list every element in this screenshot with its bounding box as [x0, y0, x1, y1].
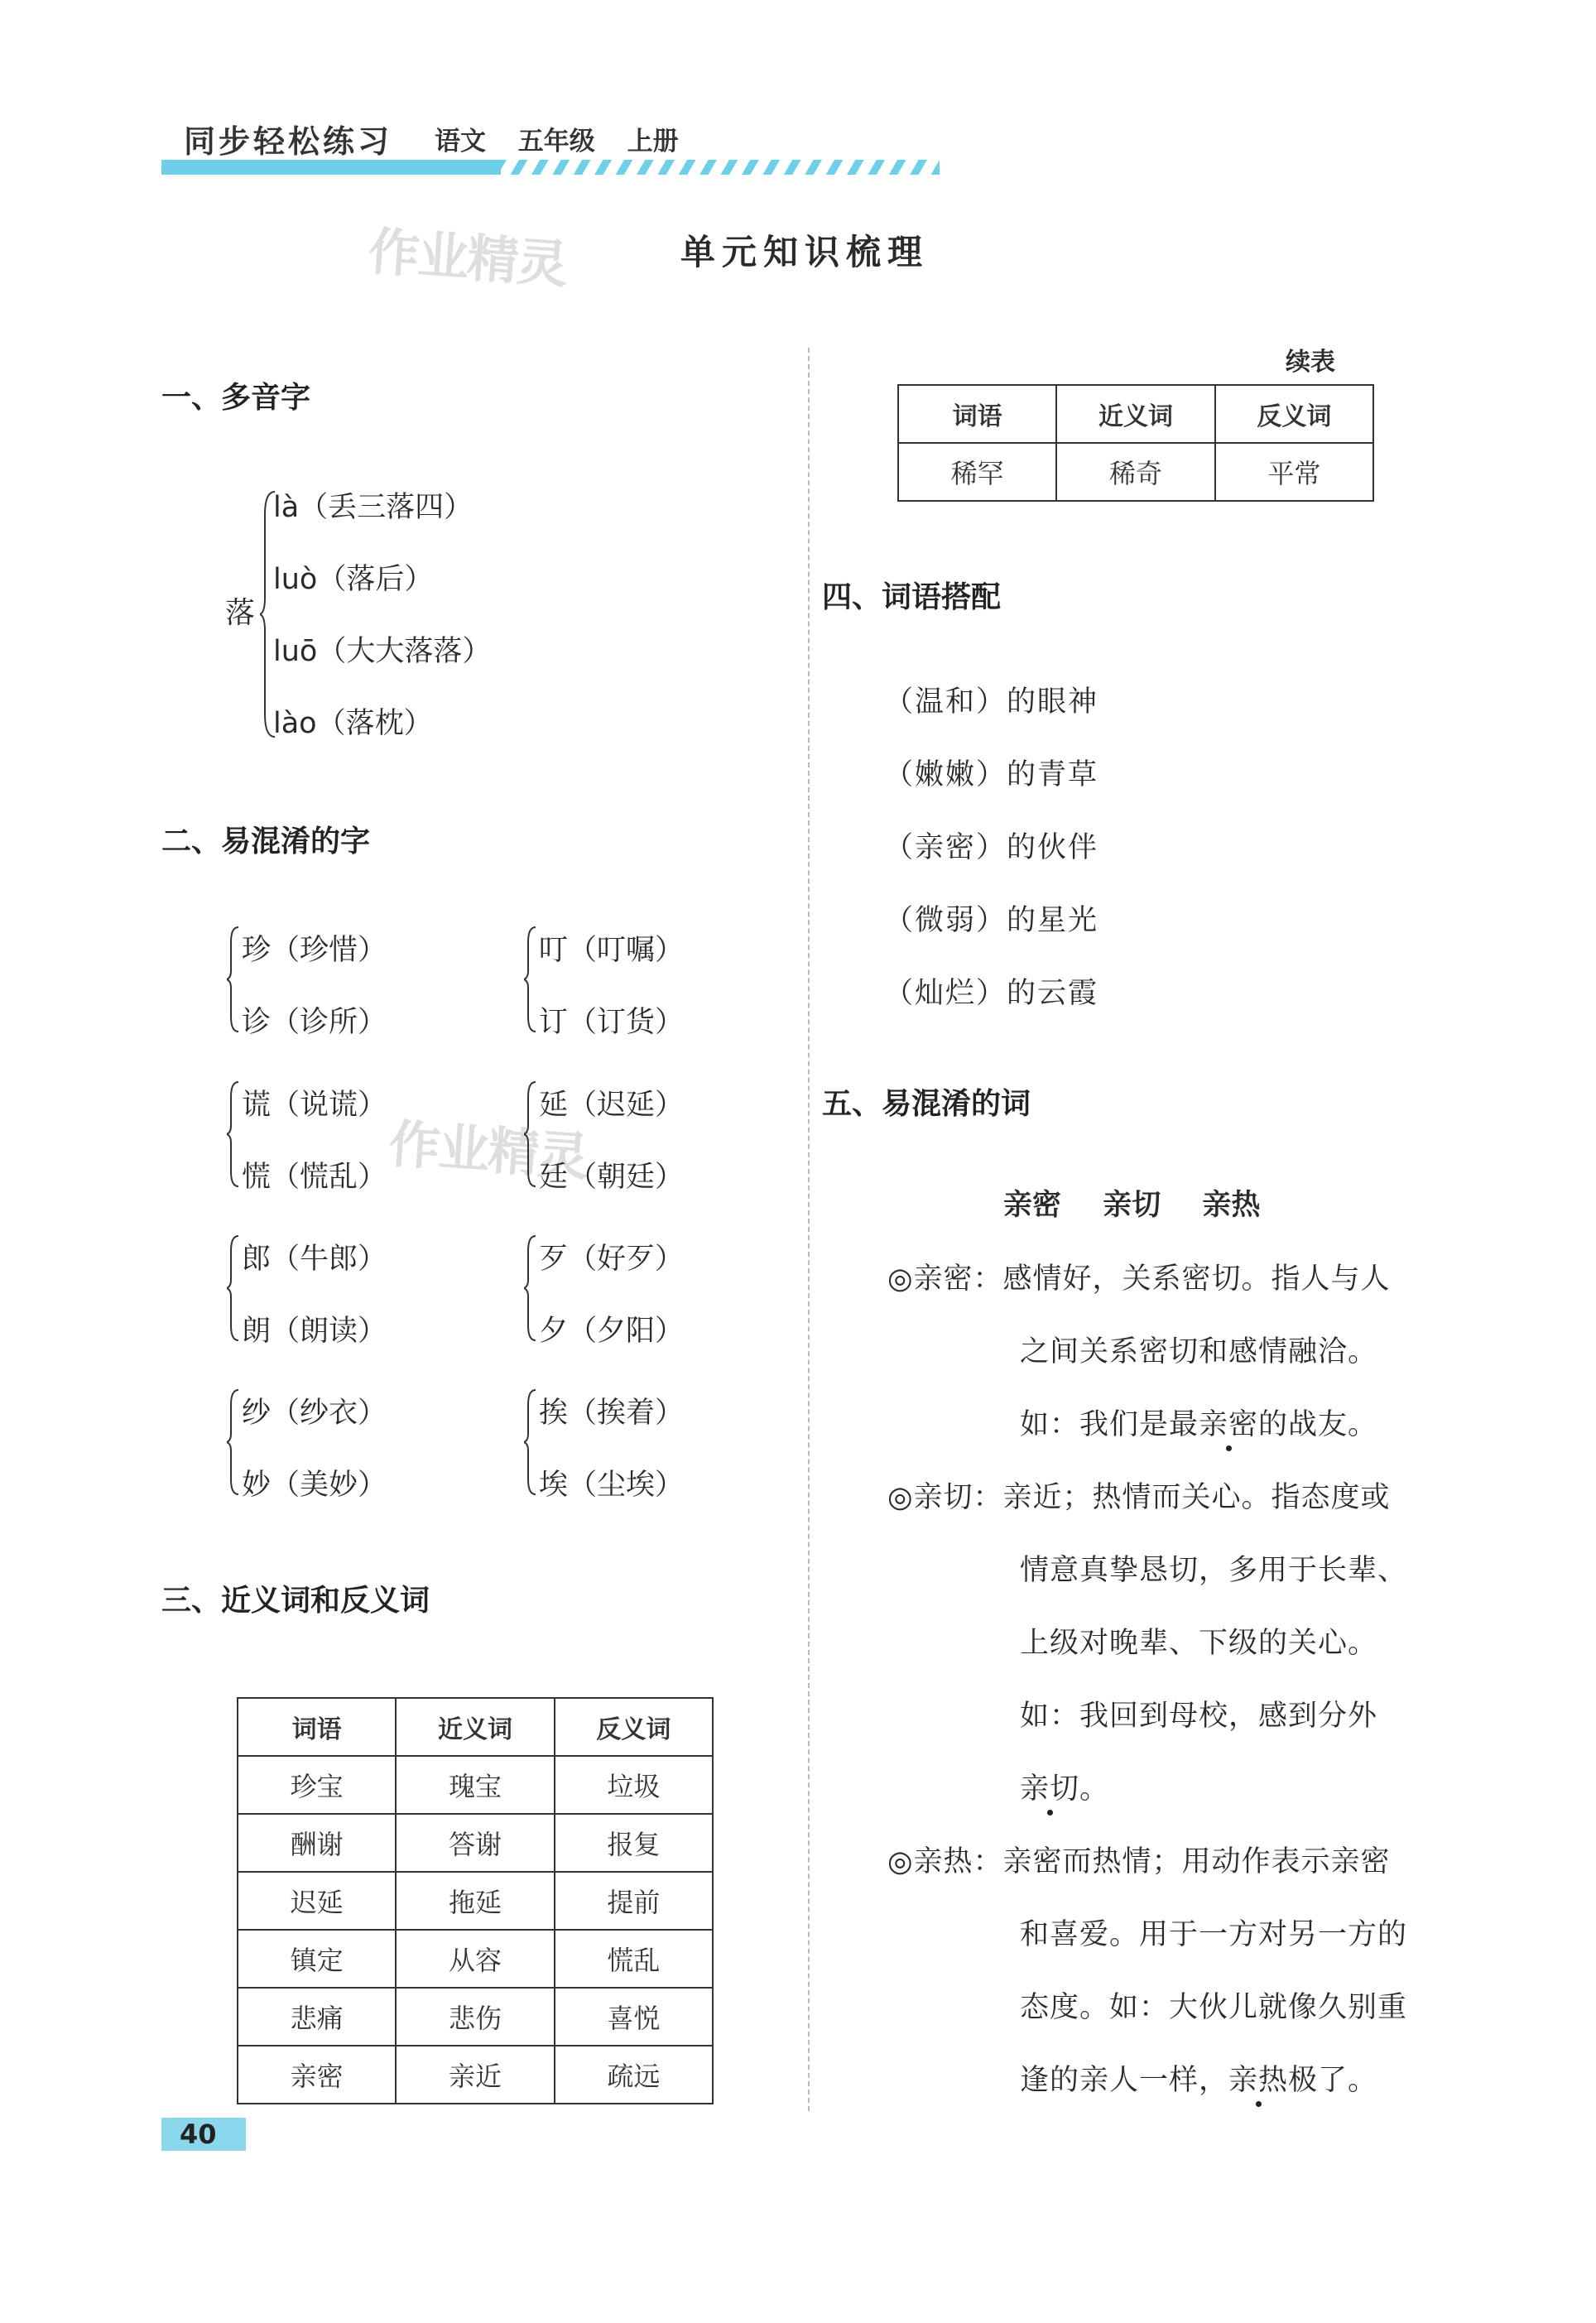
subject-label: 语文: [435, 127, 486, 156]
confusable-char: 珍（珍惜）: [242, 934, 387, 967]
table-cell: 酬谢: [238, 1814, 396, 1872]
definition-line: ◎亲热：亲密而热情；用动作表示亲密: [887, 1845, 1391, 1878]
brace-icon: [227, 1080, 240, 1188]
table-row: [238, 1756, 713, 1814]
confusable-char: 纱（纱衣）: [242, 1397, 387, 1430]
brace-icon: [227, 926, 240, 1033]
collocation-item: （嫩嫩）的青草: [884, 758, 1099, 791]
example-line: [1020, 2057, 1377, 2099]
header-bar-solid: [161, 160, 501, 175]
pinyin: lào: [273, 707, 317, 740]
series-title: 同步轻松练习: [184, 123, 393, 160]
definition-line: 上级对晚辈、下级的关心。: [1020, 1627, 1378, 1660]
table-cell: 从容: [396, 1930, 554, 1988]
table-header-cell: 词语: [238, 1698, 396, 1756]
brace-icon: [524, 926, 537, 1033]
brace-icon: [524, 1080, 537, 1188]
table-header-cell: 近义词: [396, 1698, 554, 1756]
confusable-words: [1003, 1182, 1291, 1224]
table-header-cell: 反义词: [1215, 385, 1373, 443]
table-cell: 亲近: [396, 2046, 554, 2104]
collocation-item: （灿烂）的云霞: [884, 977, 1099, 1010]
table-cell: 亲密: [238, 2046, 396, 2104]
word: 亲密: [1003, 1188, 1062, 1222]
example: （落枕）: [316, 707, 433, 740]
page-title: 单元知识梳理: [680, 232, 930, 272]
table-cell: 喜悦: [555, 1988, 713, 2046]
example: （大大落落）: [317, 635, 492, 668]
brace-icon: [227, 1234, 240, 1342]
table-header-cell: 近义词: [1056, 385, 1214, 443]
confusable-char: 妙（美妙）: [242, 1469, 387, 1502]
table-cell: 拖延: [396, 1872, 554, 1930]
polyphone-reading: [273, 700, 433, 742]
word: 亲切: [1103, 1188, 1161, 1222]
brace-icon: [524, 1234, 537, 1342]
header-stripe-bar: [161, 160, 940, 175]
brace-icon: [227, 1388, 240, 1496]
emphasized-word: 亲热: [1228, 2064, 1289, 2097]
table-cell: 答谢: [396, 1814, 554, 1872]
table-cell: 报复: [555, 1814, 713, 1872]
collocation-item: （微弱）的星光: [884, 904, 1099, 937]
confusable-char: 朗（朗读）: [242, 1315, 387, 1348]
watermark: 作业精灵: [387, 1113, 589, 1188]
confusable-char: 订（订货）: [539, 1006, 685, 1039]
page-number-badge: [161, 2118, 246, 2151]
table-cell: 迟延: [238, 1872, 396, 1930]
definition-line: ◎亲切：亲近；热情而关心。指态度或: [887, 1481, 1391, 1514]
header-bar-stripes: [501, 160, 940, 175]
confusable-char: 郎（牛郎）: [242, 1243, 387, 1276]
table-row: [238, 1814, 713, 1872]
confusable-char: 叮（叮嘱）: [539, 934, 685, 967]
example: （落后）: [317, 563, 434, 596]
example-post: 的战友。: [1258, 1408, 1378, 1441]
table-cell: 垃圾: [555, 1756, 713, 1814]
definition-line: 态度。如：大伙儿就像久别重: [1020, 1991, 1408, 2024]
emphasized-word: 亲切: [1020, 1772, 1080, 1806]
pinyin: luō: [273, 635, 318, 668]
example-post: 。: [1079, 1772, 1110, 1806]
confusable-char: 诊（诊所）: [242, 1006, 387, 1039]
table-cell: 疏远: [555, 2046, 713, 2104]
table-cell: 悲伤: [396, 1988, 554, 2046]
page-number: 40: [180, 2119, 217, 2150]
book-info: [435, 120, 702, 157]
table-cell: 镇定: [238, 1930, 396, 1988]
confusable-char: 慌（慌乱）: [242, 1161, 387, 1194]
definition-line: 情意真挚恳切，多用于长辈、: [1020, 1554, 1408, 1587]
table-header-cell: 反义词: [555, 1698, 713, 1756]
example-line: [1020, 1402, 1377, 1443]
section2-heading: 二、易混淆的字: [161, 824, 371, 858]
watermark: 作业精灵: [366, 220, 569, 296]
table-cell: 珍宝: [238, 1756, 396, 1814]
definition-line: ◎亲密：感情好，关系密切。指人与人: [887, 1262, 1391, 1296]
polyphone-reading: [273, 484, 473, 526]
brace-icon: [524, 1388, 537, 1496]
example: （丢三落四）: [299, 491, 474, 524]
example-pre: 如：我们是最: [1020, 1408, 1199, 1441]
table-row: [238, 2046, 713, 2104]
grade-label: 五年级: [517, 127, 595, 156]
table-row: [238, 1988, 713, 2046]
polyphone-reading: [273, 556, 433, 598]
section4-heading: 四、词语搭配: [822, 580, 1002, 614]
example-pre: 逢的亲人一样，: [1020, 2064, 1229, 2097]
table-cell: 提前: [555, 1872, 713, 1930]
synonym-antonym-table: [237, 1697, 714, 2104]
column-divider: [808, 348, 810, 2111]
confusable-char: 廷（朝廷）: [539, 1161, 685, 1194]
section3-heading: 三、近义词和反义词: [161, 1583, 430, 1618]
example-post: 极了。: [1288, 2064, 1378, 2097]
continued-table: [897, 384, 1374, 502]
word: 亲热: [1202, 1188, 1261, 1222]
section1-heading: 一、多音字: [161, 380, 311, 415]
confusable-char: 谎（说谎）: [242, 1089, 387, 1122]
table-cell: 稀罕: [898, 443, 1056, 501]
collocation-item: （温和）的眼神: [884, 685, 1099, 719]
definition-line: 如：我回到母校，感到分外: [1020, 1700, 1378, 1733]
confusable-char: 埃（尘埃）: [539, 1469, 685, 1502]
definition-line: 之间关系密切和感情融洽。: [1020, 1335, 1378, 1368]
pinyin: là: [273, 491, 300, 524]
confusable-char: 歹（好歹）: [539, 1243, 685, 1276]
table-row: [238, 1872, 713, 1930]
volume-label: 上册: [627, 127, 679, 156]
emphasized-word: 亲密: [1199, 1408, 1259, 1441]
table-cell: 平常: [1215, 443, 1373, 501]
table-cell: 稀奇: [1056, 443, 1214, 501]
table-cell: 慌乱: [555, 1930, 713, 1988]
polyphone-reading: [273, 628, 491, 670]
table-cell: 瑰宝: [396, 1756, 554, 1814]
collocation-item: （亲密）的伙伴: [884, 831, 1099, 864]
table-row: [898, 443, 1373, 501]
section5-heading: 五、易混淆的词: [822, 1086, 1031, 1121]
confusable-char: 夕（夕阳）: [539, 1315, 685, 1348]
confusable-char: 延（迟延）: [539, 1089, 685, 1122]
table-cell: 悲痛: [238, 1988, 396, 2046]
continued-table-label: 续表: [1286, 348, 1335, 377]
confusable-char: 挨（挨着）: [539, 1397, 685, 1430]
example-line: [1020, 1766, 1109, 1807]
pinyin: luò: [273, 563, 318, 596]
definition-line: 和喜爱。用于一方对另一方的: [1020, 1918, 1408, 1951]
table-header-cell: 词语: [898, 385, 1056, 443]
polyphone-char: 落: [225, 596, 256, 630]
table-row: [238, 1930, 713, 1988]
